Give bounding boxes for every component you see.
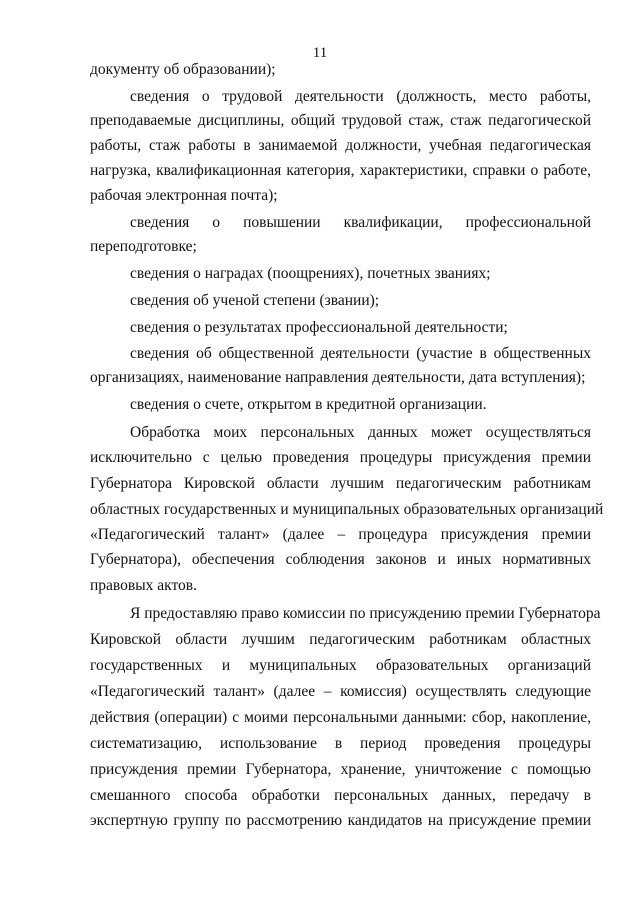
text-line: Я предоставляю право комиссии по присуждению премии Губернатора xyxy=(130,605,601,622)
text-line: рабочая электронная почта); xyxy=(90,187,278,204)
text-line: сведения о повышении квалификации, профессиональной xyxy=(130,214,591,231)
text-line: документу об образовании); xyxy=(90,61,276,78)
text-line: преподаваемые дисциплины, общий трудовой стаж, стаж педагогической xyxy=(90,112,591,129)
text-line: сведения о наградах (поощрениях), почетных званиях; xyxy=(130,265,491,282)
text-line: экспертную группу по рассмотрению кандидатов на присуждение премии xyxy=(90,812,591,829)
text-line: действия (операции) с моими персональными данными: сбор, накопление, xyxy=(90,709,591,726)
text-line: сведения о результатах профессиональной деятельности; xyxy=(130,319,508,336)
page-number: 11 xyxy=(312,45,328,61)
text-line: присуждения премии Губернатора, хранение, уничтожение с помощью xyxy=(90,761,591,778)
text-line: сведения об ученой степени (звании); xyxy=(130,292,380,309)
text-line: Губернатора), обеспечения соблюдения законов и иных нормативных xyxy=(90,551,591,568)
text-line: исключительно с целью проведения процедуры присуждения премии xyxy=(90,449,591,466)
text-line: государственных и муниципальных образовательных организаций xyxy=(90,657,591,674)
text-line: работы, стаж работы в занимаемой должности, учебная педагогическая xyxy=(90,137,591,154)
text-line: «Педагогический талант» (далее – комиссия) осуществлять следующие xyxy=(90,683,591,700)
text-line: организациях, наименование направления деятельности, дата вступления); xyxy=(90,369,586,386)
text-line: переподготовке; xyxy=(90,238,197,255)
text-line: смешанного способа обработки персональных данных, передачу в xyxy=(90,787,591,804)
text-line: «Педагогический талант» (далее – процедура присуждения премии xyxy=(90,526,591,543)
text-line: сведения об общественной деятельности (участие в общественных xyxy=(130,345,591,362)
text-line: Губернатора Кировской области лучшим педагогическим работникам xyxy=(90,475,591,492)
text-line: нагрузка, квалификационная категория, характеристики, справки о работе, xyxy=(90,162,591,179)
text-line: сведения о трудовой деятельности (должность, место работы, xyxy=(130,88,591,105)
text-line: Кировской области лучшим педагогическим работникам областных xyxy=(90,631,591,648)
text-line: областных государственных и муниципальных образовательных организаций xyxy=(90,501,604,518)
text-line: Обработка моих персональных данных может осуществляться xyxy=(130,424,591,441)
text-line: правовых актов. xyxy=(90,577,197,594)
text-line: сведения о счете, открытом в кредитной организации. xyxy=(130,396,487,413)
text-line: систематизацию, использование в период проведения процедуры xyxy=(90,735,591,752)
